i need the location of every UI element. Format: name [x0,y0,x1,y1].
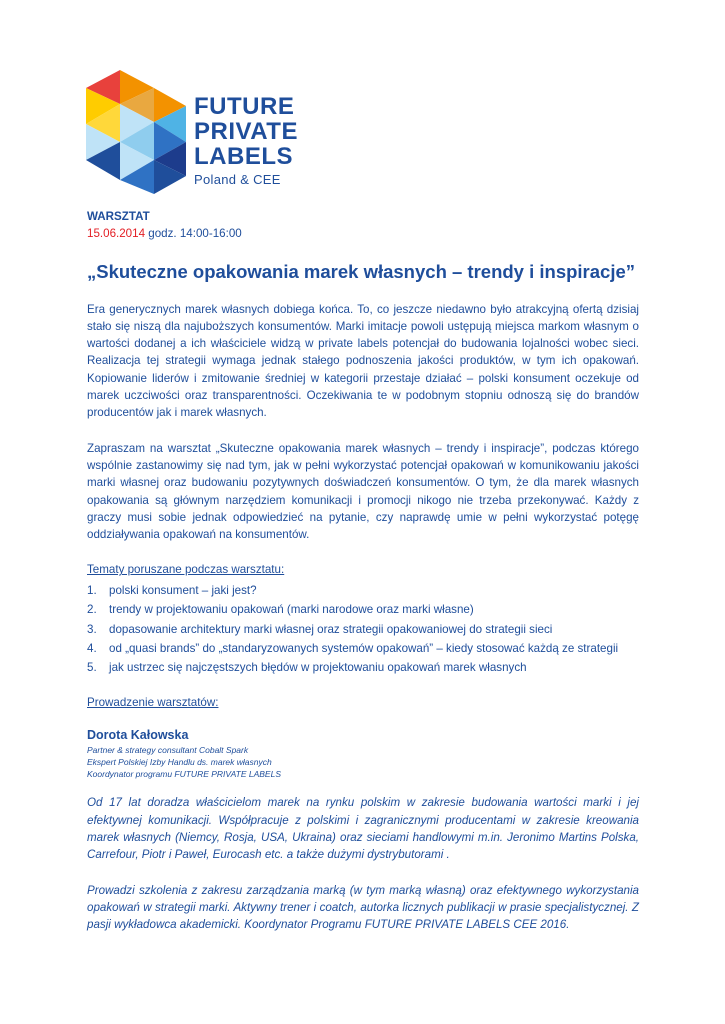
list-item [87,600,639,619]
list-item-number: 4. [87,641,97,655]
leader-heading: Prowadzenie warsztatów: [87,695,219,709]
leader-role: Ekspert Polskiej Izby Handlu ds. marek własnych [87,757,272,768]
list-item-text: polski konsument – jaki jest? [109,583,257,597]
list-item-number: 1. [87,583,97,597]
intro-paragraph: Era generycznych marek własnych dobiega końca. To, co jeszcze niedawno było atrakcyjną ofertą dzisiaj stało się niszą dla najuboższych konsumentów. Marki imitacje powoli ustępują miejsca markom własnym o wartości dodanej a ich właściciele widzą w private labels potencjał do budowania lojalności wobec sieci. Realizacja tej strategii wymaga jednak stałego podnoszenia jakości produktów, w tym ich opakowań. Kopiowanie liderów i zmitowanie średniej w kategorii przestaje działać – polski konsument oczekuje od marek uczciwości oraz transparentności. Oczekiwania te w podobnym stopniu odnoszą się do brandów producentów jak i marek własnych. [87,302,639,420]
document-body [87,208,639,933]
list-item [87,639,639,658]
list-item-number: 5. [87,661,97,675]
leader-bio-paragraph: Od 17 lat doradza właścicielom marek na rynku polskim w zakresie budowania wartości marki i jej efektywnej komunikacji. Współpracuje z polskimi i zagranicznymi producentami w zakresie kreowania marek własnych (Niemcy, Rosja, USA, Ukraina) oraz sieciami handlowymi m.in. Jeronimo Martins Polska, Carrefour, Piotr i Paweł, Eurocash etc. a także dużymi dystrybutorami . [87,796,639,862]
page-title: „Skuteczne opakowania marek własnych – trendy i inspiracje” [87,260,636,282]
event-time: godz. 14:00-16:00 [145,227,242,241]
invitation-paragraph: Zapraszam na warsztat „Skuteczne opakowania marek własnych – trendy i inspiracje”, podczas którego wspólnie zastanowimy się nad tym, jak w pełni wykorzystać potencjał opakowań w komunikowaniu jakości marki własnej oraz budowaniu pozytywnych doświadczeń konsumentów. O tym, że dla marek własnych opakowania są głównym narzędziem komunikacji i promocji nikogo nie trzeba przekonywać. Każdy z graczy musi sobie jednak odpowiedzieć na pytanie, czy naprawdę umie w pełni wykorzystać potęgę oddziaływania opakowań na konsumentów. [87,441,639,542]
list-item-text: jak ustrzec się najczęstszych błędów w projektowaniu opakowań marek własnych [109,661,527,675]
leader-name: Dorota Kałowska [87,728,189,743]
leader-role: Partner & strategy consultant Cobalt Spark [87,745,249,756]
event-label: WARSZTAT [87,210,150,223]
logo-line-future: FUTURE [194,93,295,120]
event-date: 15.06.2014 [87,227,146,241]
list-item-number: 2. [87,603,97,617]
cube-logo-icon [80,68,190,196]
logo-line-labels: LABELS [194,143,293,170]
leader-bio-paragraph: Prowadzi szkolenia z zakresu zarządzania marką (w tym marką własną) oraz efektywnego wykorzystania opakowań w strategii marki. Aktywny trener i coatch, autorka licznych publikacji w prasie specjalistycznej. Z pasji wykładowca akademicki. Koordynator Programu FUTURE PRIVATE LABELS CEE 2016. [87,883,639,932]
list-item-text: od „quasi brands” do „standaryzowanych systemów opakowań” – kiedy stosować każdą ze strategii [109,641,619,655]
list-item [87,658,639,677]
topics-list [87,581,639,678]
future-private-labels-logo [80,68,310,196]
event-datetime [87,225,639,242]
list-item [87,620,639,639]
logo-line-private: PRIVATE [194,118,298,145]
leader-role: Koordynator programu FUTURE PRIVATE LABELS [87,769,282,780]
list-item-text: trendy w projektowaniu opakowań (marki narodowe oraz marki własne) [109,603,474,617]
logo-wordmark [194,94,298,187]
topics-heading: Tematy poruszane podczas warsztatu: [87,563,285,577]
list-item [87,581,639,600]
list-item-number: 3. [87,622,97,636]
list-item-text: dopasowanie architektury marki własnej oraz strategii opakowaniowej do strategii sieci [109,622,553,636]
logo-subtitle: Poland & CEE [194,172,281,187]
